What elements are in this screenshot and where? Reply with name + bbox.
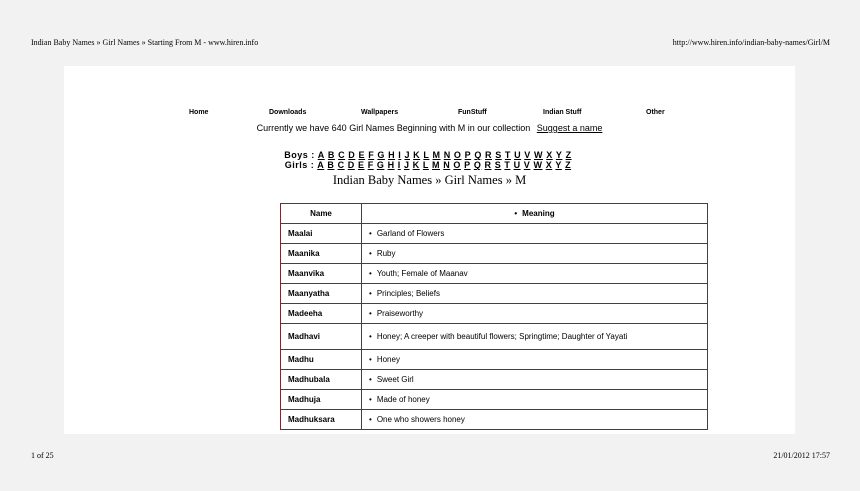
meaning-cell xyxy=(362,244,708,264)
boys-letter-link[interactable]: G xyxy=(377,150,385,160)
meaning-cell xyxy=(362,350,708,370)
girls-letter-link[interactable]: H xyxy=(387,160,395,170)
bullet-icon: • xyxy=(369,289,372,298)
meaning-cell xyxy=(362,390,708,410)
name-cell: Maalai xyxy=(281,224,362,244)
boys-letter-link[interactable]: V xyxy=(524,150,531,160)
meaning-text: Praiseworthy xyxy=(376,309,424,318)
table-row xyxy=(281,350,708,370)
girls-letter-link[interactable]: J xyxy=(403,160,410,170)
meaning-text: Honey; A creeper with beautiful flowers; Springtime; Daughter of Yayati xyxy=(376,331,628,341)
girls-letter-link[interactable]: I xyxy=(397,160,401,170)
meaning-text: Sweet Girl xyxy=(376,375,414,384)
boys-letter-link[interactable]: Q xyxy=(474,150,482,160)
boys-letter-link[interactable]: M xyxy=(432,150,441,160)
name-cell: Madeeha xyxy=(281,304,362,324)
girls-letter-link[interactable]: W xyxy=(533,160,543,170)
meaning-cell xyxy=(362,324,708,350)
girls-letter-link[interactable]: L xyxy=(422,160,429,170)
section-title: Indian Baby Names » Girl Names » M xyxy=(332,173,527,187)
boys-letter-link[interactable]: N xyxy=(443,150,451,160)
bullet-icon: • xyxy=(369,375,372,384)
boys-letter-link[interactable]: D xyxy=(348,150,356,160)
meaning-text: Garland of Flowers xyxy=(376,229,445,238)
table-row xyxy=(281,244,708,264)
boys-letter-link[interactable]: B xyxy=(327,150,335,160)
meaning-cell xyxy=(362,304,708,324)
name-cell: Madhu xyxy=(281,350,362,370)
bullet-icon: • xyxy=(369,229,372,238)
meaning-text: Made of honey xyxy=(376,395,430,404)
girls-letter-link[interactable]: M xyxy=(432,160,441,170)
nav-wallpapers-link[interactable]: Wallpapers xyxy=(361,109,399,116)
boys-letter-link[interactable]: P xyxy=(464,150,472,160)
girls-letter-link[interactable]: E xyxy=(357,160,365,170)
table-header-row xyxy=(281,204,708,224)
print-footer-page: 1 of 25 xyxy=(31,451,54,460)
girls-label: Girls : xyxy=(284,160,315,170)
bullet-icon: • xyxy=(369,355,372,364)
girls-letter-link[interactable]: N xyxy=(443,160,451,170)
boys-label: Boys : xyxy=(284,150,315,160)
meaning-cell xyxy=(362,264,708,284)
girls-letter-link[interactable]: U xyxy=(513,160,521,170)
bullet-icon: • xyxy=(369,331,372,341)
girls-letter-link[interactable]: R xyxy=(484,160,492,170)
boys-letter-link[interactable]: A xyxy=(317,150,325,160)
print-footer-datetime: 21/01/2012 17:57 xyxy=(773,451,830,460)
boys-letter-link[interactable]: Y xyxy=(555,150,563,160)
name-column-header: Name xyxy=(281,204,362,224)
name-cell: Madhuksara xyxy=(281,410,362,430)
boys-letter-link[interactable]: L xyxy=(423,150,430,160)
boys-letter-link[interactable]: X xyxy=(546,150,553,160)
nav-indian-stuff-link[interactable]: Indian Stuff xyxy=(543,109,582,116)
table-row xyxy=(281,324,708,350)
name-cell: Maanvika xyxy=(281,264,362,284)
girls-letter-link[interactable]: K xyxy=(412,160,420,170)
table-row xyxy=(281,410,708,430)
nav-other-link[interactable]: Other xyxy=(646,109,665,116)
girls-letter-link[interactable]: V xyxy=(523,160,531,170)
boys-letter-link[interactable]: F xyxy=(368,150,375,160)
girls-letter-link[interactable]: G xyxy=(376,160,385,170)
girls-alphabet xyxy=(64,160,795,170)
bullet-icon: • xyxy=(369,249,372,258)
girls-letter-link[interactable]: Z xyxy=(565,160,572,170)
table-row xyxy=(281,370,708,390)
suggest-name-link[interactable]: Suggest a name xyxy=(536,123,603,133)
meaning-cell xyxy=(362,410,708,430)
name-cell: Maanika xyxy=(281,244,362,264)
girls-letter-link[interactable]: Q xyxy=(473,160,482,170)
boys-letter-link[interactable]: C xyxy=(338,150,346,160)
bullet-icon: • xyxy=(369,269,372,278)
meaning-header-label: Meaning xyxy=(522,209,555,218)
boys-letter-link[interactable]: W xyxy=(534,150,543,160)
bullet-icon: • xyxy=(369,395,372,404)
boys-letter-link[interactable]: I xyxy=(398,150,402,160)
nav-downloads-link[interactable]: Downloads xyxy=(269,109,307,116)
boys-alphabet xyxy=(64,150,795,160)
nav-funstuff-link[interactable]: FunStuff xyxy=(458,109,487,116)
nav-home-link[interactable]: Home xyxy=(189,109,209,116)
meaning-text: Honey xyxy=(376,355,400,364)
girls-letter-link[interactable]: T xyxy=(504,160,511,170)
table-row xyxy=(281,304,708,324)
girls-letter-link[interactable]: X xyxy=(545,160,553,170)
table-row xyxy=(281,224,708,244)
boys-letter-link[interactable]: K xyxy=(413,150,421,160)
girls-letter-link[interactable]: A xyxy=(317,160,325,170)
name-cell: Madhavi xyxy=(281,324,362,350)
meaning-text: Principles; Beliefs xyxy=(376,289,440,298)
girls-letter-link[interactable]: S xyxy=(494,160,502,170)
boys-letter-link[interactable]: R xyxy=(485,150,493,160)
boys-letter-link[interactable]: S xyxy=(495,150,502,160)
boys-letter-link[interactable]: U xyxy=(514,150,522,160)
bullet-icon: • xyxy=(369,415,372,424)
print-header-url: http://www.hiren.info/indian-baby-names/Girl/M xyxy=(672,38,830,47)
meaning-cell xyxy=(362,284,708,304)
name-cell: Madhubala xyxy=(281,370,362,390)
meaning-text: Ruby xyxy=(376,249,396,258)
boys-letter-link[interactable]: Z xyxy=(565,150,572,160)
girls-letter-link[interactable]: O xyxy=(453,160,461,170)
name-cell: Madhuja xyxy=(281,390,362,410)
bullet-icon: • xyxy=(514,209,518,218)
girls-letter-link[interactable]: P xyxy=(464,160,471,170)
table-row xyxy=(281,284,708,304)
girls-letter-link[interactable]: Y xyxy=(555,160,562,170)
print-header-title: Indian Baby Names » Girl Names » Starting From M - www.hiren.info xyxy=(31,38,259,47)
table-row xyxy=(281,264,708,284)
table-row xyxy=(281,390,708,410)
names-table xyxy=(280,203,708,430)
boys-letter-link[interactable]: H xyxy=(388,150,396,160)
girls-letter-link[interactable]: B xyxy=(327,160,335,170)
name-cell: Maanyatha xyxy=(281,284,362,304)
meaning-text: One who showers honey xyxy=(376,415,465,424)
meaning-cell xyxy=(362,224,708,244)
meaning-cell xyxy=(362,370,708,390)
girls-letter-link[interactable]: D xyxy=(347,160,355,170)
collection-count-text: Currently we have 640 Girl Names Beginning with M in our collection xyxy=(256,123,531,133)
girls-letter-link[interactable]: F xyxy=(367,160,374,170)
boys-letter-link[interactable]: J xyxy=(404,150,410,160)
meaning-text: Youth; Female of Maanav xyxy=(376,269,468,278)
printed-page xyxy=(64,66,795,434)
bullet-icon: • xyxy=(369,309,372,318)
collection-count xyxy=(64,123,795,133)
meaning-column-header xyxy=(362,204,708,224)
boys-letter-link[interactable]: E xyxy=(358,150,365,160)
boys-letter-link[interactable]: T xyxy=(504,150,511,160)
boys-letter-link[interactable]: O xyxy=(453,150,462,160)
girls-letter-link[interactable]: C xyxy=(337,160,345,170)
